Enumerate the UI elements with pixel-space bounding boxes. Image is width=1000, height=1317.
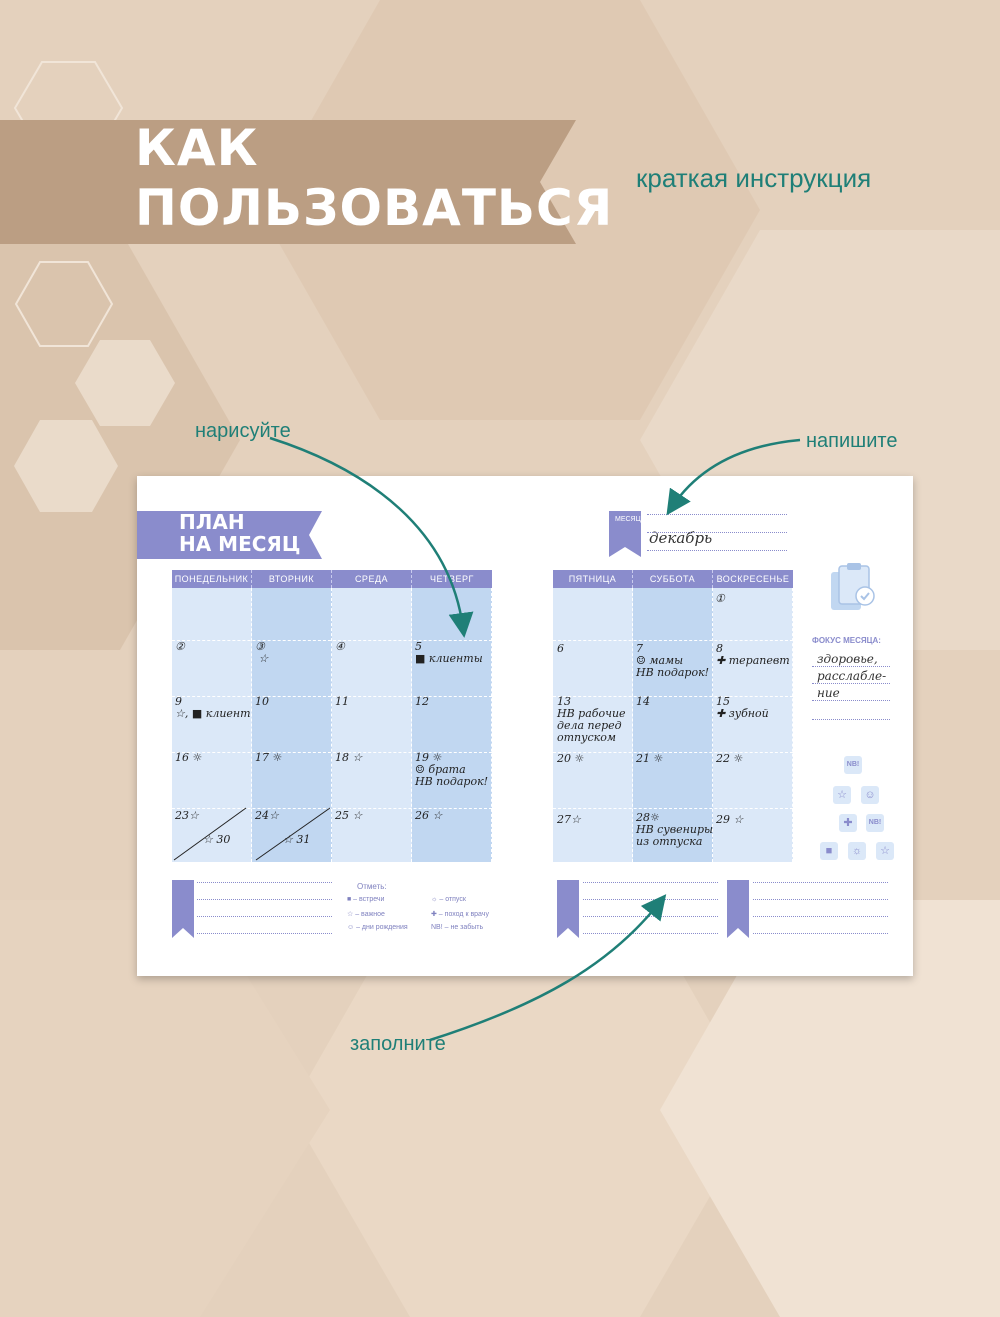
column-saturday: СУББОТА bbox=[633, 570, 713, 862]
cell-tue-3[interactable]: 17 ☼ bbox=[255, 751, 283, 764]
legend-nb: NB! – не забыть bbox=[431, 924, 484, 931]
cell-sat-2[interactable]: 14 bbox=[636, 695, 650, 708]
month-field[interactable]: декабрь bbox=[649, 529, 713, 547]
cell-tue-1[interactable]: ③ ☆ bbox=[255, 640, 269, 665]
notes-tab-middle bbox=[557, 880, 579, 938]
callout-write: напишите bbox=[806, 430, 898, 452]
focus-field[interactable]: здоровье, расслабле- ние bbox=[817, 652, 887, 700]
clipboard-check-icon bbox=[827, 562, 881, 616]
smiley-icon[interactable]: ☺ bbox=[861, 786, 879, 804]
star-icon[interactable]: ☆ bbox=[833, 786, 851, 804]
cell-sun-4[interactable]: 29 ☆ bbox=[716, 813, 744, 826]
column-tuesday: ВТОРНИК bbox=[252, 570, 332, 862]
cell-tue-4[interactable]: 24☆ ☆ 31 bbox=[255, 809, 311, 846]
cell-fri-3[interactable]: 20 ☼ bbox=[557, 752, 585, 765]
cell-sun-1[interactable]: 8 ✚ терапевт bbox=[716, 642, 790, 667]
square-icon[interactable]: ■ bbox=[820, 842, 838, 860]
cell-mon-4[interactable]: 23☆ ☆ 30 bbox=[175, 809, 231, 846]
cell-mon-3[interactable]: 16 ☼ bbox=[175, 751, 203, 764]
cell-sat-3[interactable]: 21 ☼ bbox=[636, 752, 664, 765]
legend-important: ☆ – важное bbox=[347, 911, 385, 918]
cell-wed-4[interactable]: 25 ☆ bbox=[335, 809, 363, 822]
cell-wed-3[interactable]: 18 ☆ bbox=[335, 751, 363, 764]
planner-spread bbox=[137, 476, 913, 976]
cell-thu-4[interactable]: 26 ☆ bbox=[415, 809, 443, 822]
cell-sun-2[interactable]: 15 ✚ зубной bbox=[716, 695, 769, 720]
plus-icon[interactable]: ✚ bbox=[839, 814, 857, 832]
cell-fri-4[interactable]: 27☆ bbox=[557, 813, 581, 826]
plan-header: ПЛАН НА МЕСЯЦ bbox=[179, 510, 301, 556]
column-thursday: ЧЕТВЕРГ bbox=[412, 570, 492, 862]
cell-thu-3[interactable]: 19 ☼ ☺ брата НВ подарок! bbox=[415, 751, 489, 788]
column-friday: ПЯТНИЦА bbox=[553, 570, 633, 862]
cell-sat-4[interactable]: 28☼ НВ сувениры из отпуска bbox=[636, 811, 713, 848]
cell-fri-2[interactable]: 13 НВ рабочие дела перед отпуском bbox=[557, 695, 626, 744]
cell-mon-2[interactable]: 9 ☆, ■ клиент bbox=[175, 695, 251, 720]
callout-fill: заполните bbox=[350, 1033, 446, 1055]
notes-tab-right bbox=[727, 880, 749, 938]
column-wednesday: СРЕДА bbox=[332, 570, 412, 862]
cell-mon-1[interactable]: ② bbox=[175, 640, 185, 653]
cell-thu-1[interactable]: 5 ■ клиенты bbox=[415, 640, 483, 665]
subtitle: краткая инструкция bbox=[636, 163, 872, 193]
notes-tab-left bbox=[172, 880, 194, 938]
star-icon-2[interactable]: ☆ bbox=[876, 842, 894, 860]
cell-thu-2[interactable]: 12 bbox=[415, 695, 429, 708]
nb-icon[interactable]: NB! bbox=[844, 756, 862, 774]
page-title: КАК ПОЛЬЗОВАТЬСЯ bbox=[135, 119, 614, 237]
sun-icon[interactable]: ☼ bbox=[848, 842, 866, 860]
column-monday: ПОНЕДЕЛЬНИК bbox=[172, 570, 252, 862]
legend-meetings: ■ – встречи bbox=[347, 896, 385, 903]
column-sunday: ВОСКРЕСЕНЬЕ bbox=[713, 570, 793, 862]
cell-sat-1[interactable]: 7 ☺ мамы НВ подарок! bbox=[636, 642, 710, 679]
cell-tue-2[interactable]: 10 bbox=[255, 695, 269, 708]
cell-wed-1[interactable]: ④ bbox=[335, 640, 345, 653]
cell-sun-0[interactable]: ① bbox=[715, 592, 725, 605]
nb-icon-2[interactable]: NB! bbox=[866, 814, 884, 832]
cell-wed-2[interactable]: 11 bbox=[335, 695, 349, 708]
legend-doctor: ✚ – поход к врачу bbox=[431, 911, 489, 918]
legend-vacation: ☼ – отпуск bbox=[431, 896, 466, 903]
focus-title: ФОКУС МЕСЯЦА: bbox=[812, 636, 881, 645]
legend-title: Отметь: bbox=[357, 882, 387, 891]
callout-draw: нарисуйте bbox=[195, 420, 291, 442]
month-label: МЕСЯЦ bbox=[615, 516, 641, 523]
cell-sun-3[interactable]: 22 ☼ bbox=[716, 752, 744, 765]
legend-birthdays: ☺ – дни рождения bbox=[347, 924, 408, 931]
cell-fri-1[interactable]: 6 bbox=[557, 642, 564, 655]
